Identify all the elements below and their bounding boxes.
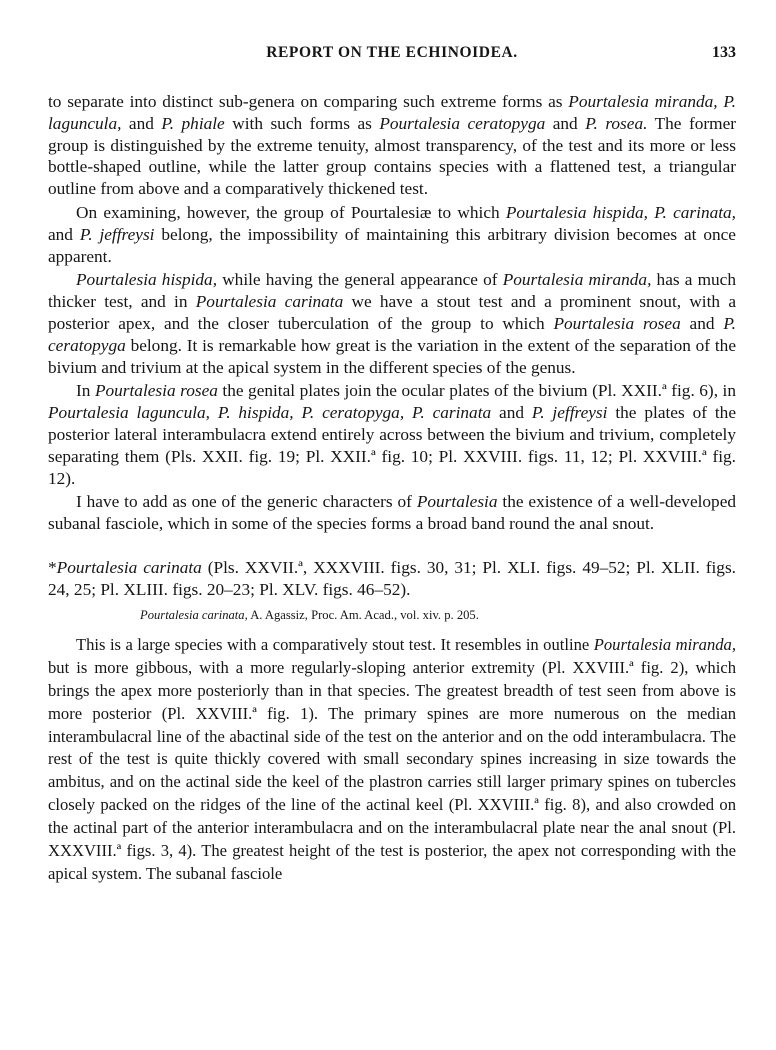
text-run: the existence of a well-developed subanal fasciole, which in some of the species forms a broad band round the anal snout. xyxy=(48,492,737,534)
italic-text-run: Pourtalesia rosea xyxy=(553,313,681,333)
paragraph xyxy=(48,202,736,267)
text-run: * xyxy=(48,557,57,577)
paragraph xyxy=(48,491,736,535)
text-run: the plates of the posterior lateral interambulacra extend entirely across between the bivium and trivium, completely separating them (Pls. XXII. fig. 19; Pl. XXII.ª fig. 10; Pl. XXVIII. figs. 11, 12; Pl. XXVIII.ª fig. 12). xyxy=(48,403,736,488)
text-run: while having the general appearance of xyxy=(217,270,503,290)
italic-text-run: Pourtalesia xyxy=(416,492,498,512)
text-run: The former group is distinguished by the extreme tenuity, almost transparency, of the test and its more or less bottle-shaped outline, while the latter group contains species with a flattened test, a triangular outline from above and a comparatively thickened test. xyxy=(48,113,736,199)
text-run: the genital plates join the ocular plates of the bivium (Pl. XXII.ª fig. 6), in xyxy=(217,381,736,401)
paragraph xyxy=(48,380,736,489)
text-run: has a much thicker test, and in xyxy=(48,270,736,312)
paragraph xyxy=(48,269,736,378)
body-text xyxy=(48,91,736,903)
text-run: and xyxy=(48,224,80,244)
text-run: A. Agassiz, Proc. Am. Acad., vol. xiv. p. 205. xyxy=(247,607,479,622)
text-run: belong. It is remarkable how great is the variation in the extent of the separation of the bivium and trivium at the apical system in the different species of the genus. xyxy=(48,335,736,377)
page-header xyxy=(48,44,736,66)
italic-text-run: Pourtalesia hispida, xyxy=(76,270,218,290)
italic-text-run: P. ceratopyga xyxy=(48,313,736,355)
text-run: to separate into distinct sub-genera on comparing such extreme forms as xyxy=(48,92,569,111)
italic-text-run: Pourtalesia hispida, P. carinata, xyxy=(505,202,736,222)
italic-text-run: Pourtalesia carinata xyxy=(195,292,344,312)
running-title: REPORT ON THE ECHINOIDEA. xyxy=(266,44,518,61)
italic-text-run: Pourtalesia rosea xyxy=(94,381,218,401)
page-number: 133 xyxy=(712,44,736,61)
italic-text-run: Pourtalesia miranda, xyxy=(502,270,652,290)
synonym-citation xyxy=(48,606,736,624)
species-heading xyxy=(48,557,736,601)
text-run: and xyxy=(545,113,586,133)
italic-text-run: P. jeffreysi xyxy=(531,403,608,423)
species-description xyxy=(48,634,736,886)
text-run: and xyxy=(680,313,724,333)
text-run: This is a large species with a comparatively stout test. It resembles in outline xyxy=(76,634,594,654)
text-run: On examining, however, the group of Pourtalesiæ to which xyxy=(76,202,506,222)
italic-text-run: Pourtalesia miranda, xyxy=(593,634,736,654)
text-run: with such forms as xyxy=(224,113,380,133)
italic-text-run: Pourtalesia laguncula, P. hispida, P. ceratopyga, P. carinata xyxy=(48,403,492,423)
text-run: and xyxy=(121,113,162,133)
text-run: In xyxy=(76,381,95,401)
text-run: and xyxy=(491,403,532,423)
text-run: (Pls. XXVII.ª, XXXVIII. figs. 30, 31; Pl. XLI. figs. 49–52; Pl. XLII. figs. 24, 25; Pl. XLIII. figs. 20–23; Pl. XLV. figs. 46–52). xyxy=(48,557,736,599)
italic-text-run: P. jeffreysi xyxy=(79,224,155,244)
italic-text-run: P. rosea. xyxy=(585,113,648,133)
paragraph xyxy=(48,91,736,200)
text-run: belong, the impossibility of maintaining this arbitrary division becomes at once apparent. xyxy=(48,224,736,266)
italic-text-run: Pourtalesia ceratopyga xyxy=(379,113,546,133)
italic-text-run: Pourtalesia carinata, xyxy=(140,607,248,622)
text-run: we have a stout test and a prominent snout, with a posterior apex, and the closer tuberculation of the group to which xyxy=(48,292,736,333)
text-run: I have to add as one of the generic characters of xyxy=(76,492,417,512)
text-run: but is more gibbous, with a more regularly-sloping anterior extremity (Pl. XXVIII.ª fig. 2), which brings the apex more posteriorly than in that species. The greatest breadth of test seen from above is more posterior (Pl. XXVIII.ª fig. 1). The primary spines are more numerous on the median interambulacral line of the abactinal side of the test on the anterior and on the odd interambulacra. The rest of the test is quite thickly covered with small secondary spines increasing in size towards the ambitus, and on the actinal side the keel of the plastron carries still larger primary spines on tubercles closely packed on the ridges of the line of the actinal keel (Pl. XXVIII.ª fig. 8), and also crowded on the actinal part of the anterior interambulacra and on the interambulacral plate near the anal snout (Pl. XXXVIII.ª figs. 3, 4). The greatest height of the test is posterior, the apex not corresponding with the apical system. The subanal fasciole xyxy=(48,657,736,883)
italic-text-run: Pourtalesia miranda, P. laguncula, xyxy=(48,92,736,133)
italic-text-run: P. phiale xyxy=(161,113,225,133)
italic-text-run: Pourtalesia carinata xyxy=(56,557,202,577)
